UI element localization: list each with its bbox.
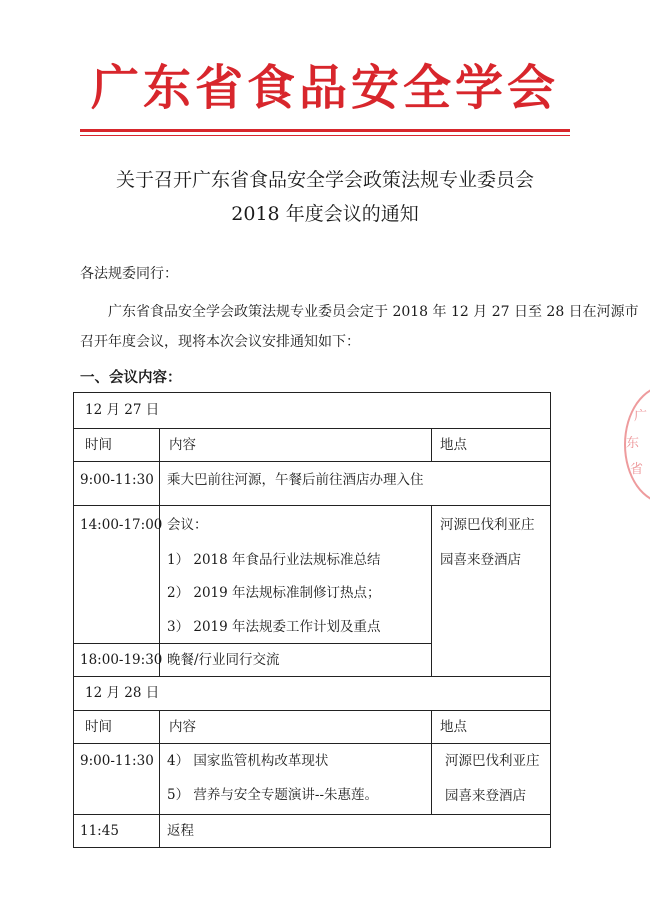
body-line1: 广东省食品安全学会政策法规专业委员会定于 2018 年 12 月 27 日至 28 日在河源市 [108,304,639,320]
day2-row2-time: 11:45 [80,823,119,839]
notice-title-line1: 关于召开广东省食品安全学会政策法规专业委员会 [115,169,534,191]
section-heading: 一、会议内容： [80,369,182,386]
table-border [73,710,550,711]
day1-row3-time: 18:00-19:30 [80,652,163,668]
day1-item: 2） 2019 年法规标准制修订热点； [167,585,381,601]
day1-item: 3） 2019 年法规委工作计划及重点 [167,619,381,635]
header-place: 地点 [440,437,467,453]
day1-row2-content: 会议： [167,517,208,533]
day1-item: 1） 2018 年食品行业法规标准总结 [167,552,381,568]
day1-place-line2: 园喜来登酒店 [440,552,521,568]
table-border [431,505,432,677]
header-content: 内容 [169,719,196,735]
table-border [73,461,550,462]
day1-row1-time: 9:00-11:30 [80,472,154,488]
table-border [73,392,550,393]
table-border [550,392,551,848]
day1-row1-content: 乘大巴前往河源，午餐后前往酒店办理入住 [167,472,424,488]
seal-char: 东 [626,436,640,451]
salutation: 各法规委同行： [80,266,178,282]
table-border [73,505,550,506]
day1-row3-content: 晚餐/行业同行交流 [167,652,280,668]
day2-row1-time: 9:00-11:30 [80,753,154,769]
table-border [73,847,550,848]
letterhead: 广东省食品安全学会 [90,60,559,116]
letterhead-divider-thin [80,135,570,136]
header-content: 内容 [169,437,196,453]
table-border [73,428,550,429]
table-border [159,428,160,677]
day2-item: 4） 国家监管机构改革现状 [167,753,329,769]
body-line2: 召开年度会议，现将本次会议安排通知如下： [80,334,360,350]
day2-item: 5） 营养与安全专题演讲--朱惠莲。 [167,787,379,803]
day2-date: 12 月 28 日 [85,685,160,701]
header-time: 时间 [85,437,112,453]
seal-char: 广 [634,409,648,424]
table-border [73,743,550,744]
table-border [73,676,550,677]
seal-char: 省 [630,462,644,477]
header-place: 地点 [440,719,467,735]
day1-place-line1: 河源巴伐利亚庄 [440,517,535,533]
day2-place-line1: 河源巴伐利亚庄 [445,753,540,769]
table-border [431,710,432,815]
day2-place-line2: 园喜来登酒店 [445,788,526,804]
day1-date: 12 月 27 日 [85,402,160,418]
table-border [73,814,550,815]
letterhead-divider-thick [80,129,570,132]
table-border [431,428,432,462]
day1-row2-time: 14:00-17:00 [80,517,163,533]
table-border [159,710,160,848]
table-border [73,392,74,848]
schedule-table [73,392,550,848]
day2-row2-content: 返程 [167,823,194,839]
table-border [73,643,431,644]
notice-title-line2: 2018 年度会议的通知 [231,203,419,225]
header-time: 时间 [85,719,112,735]
